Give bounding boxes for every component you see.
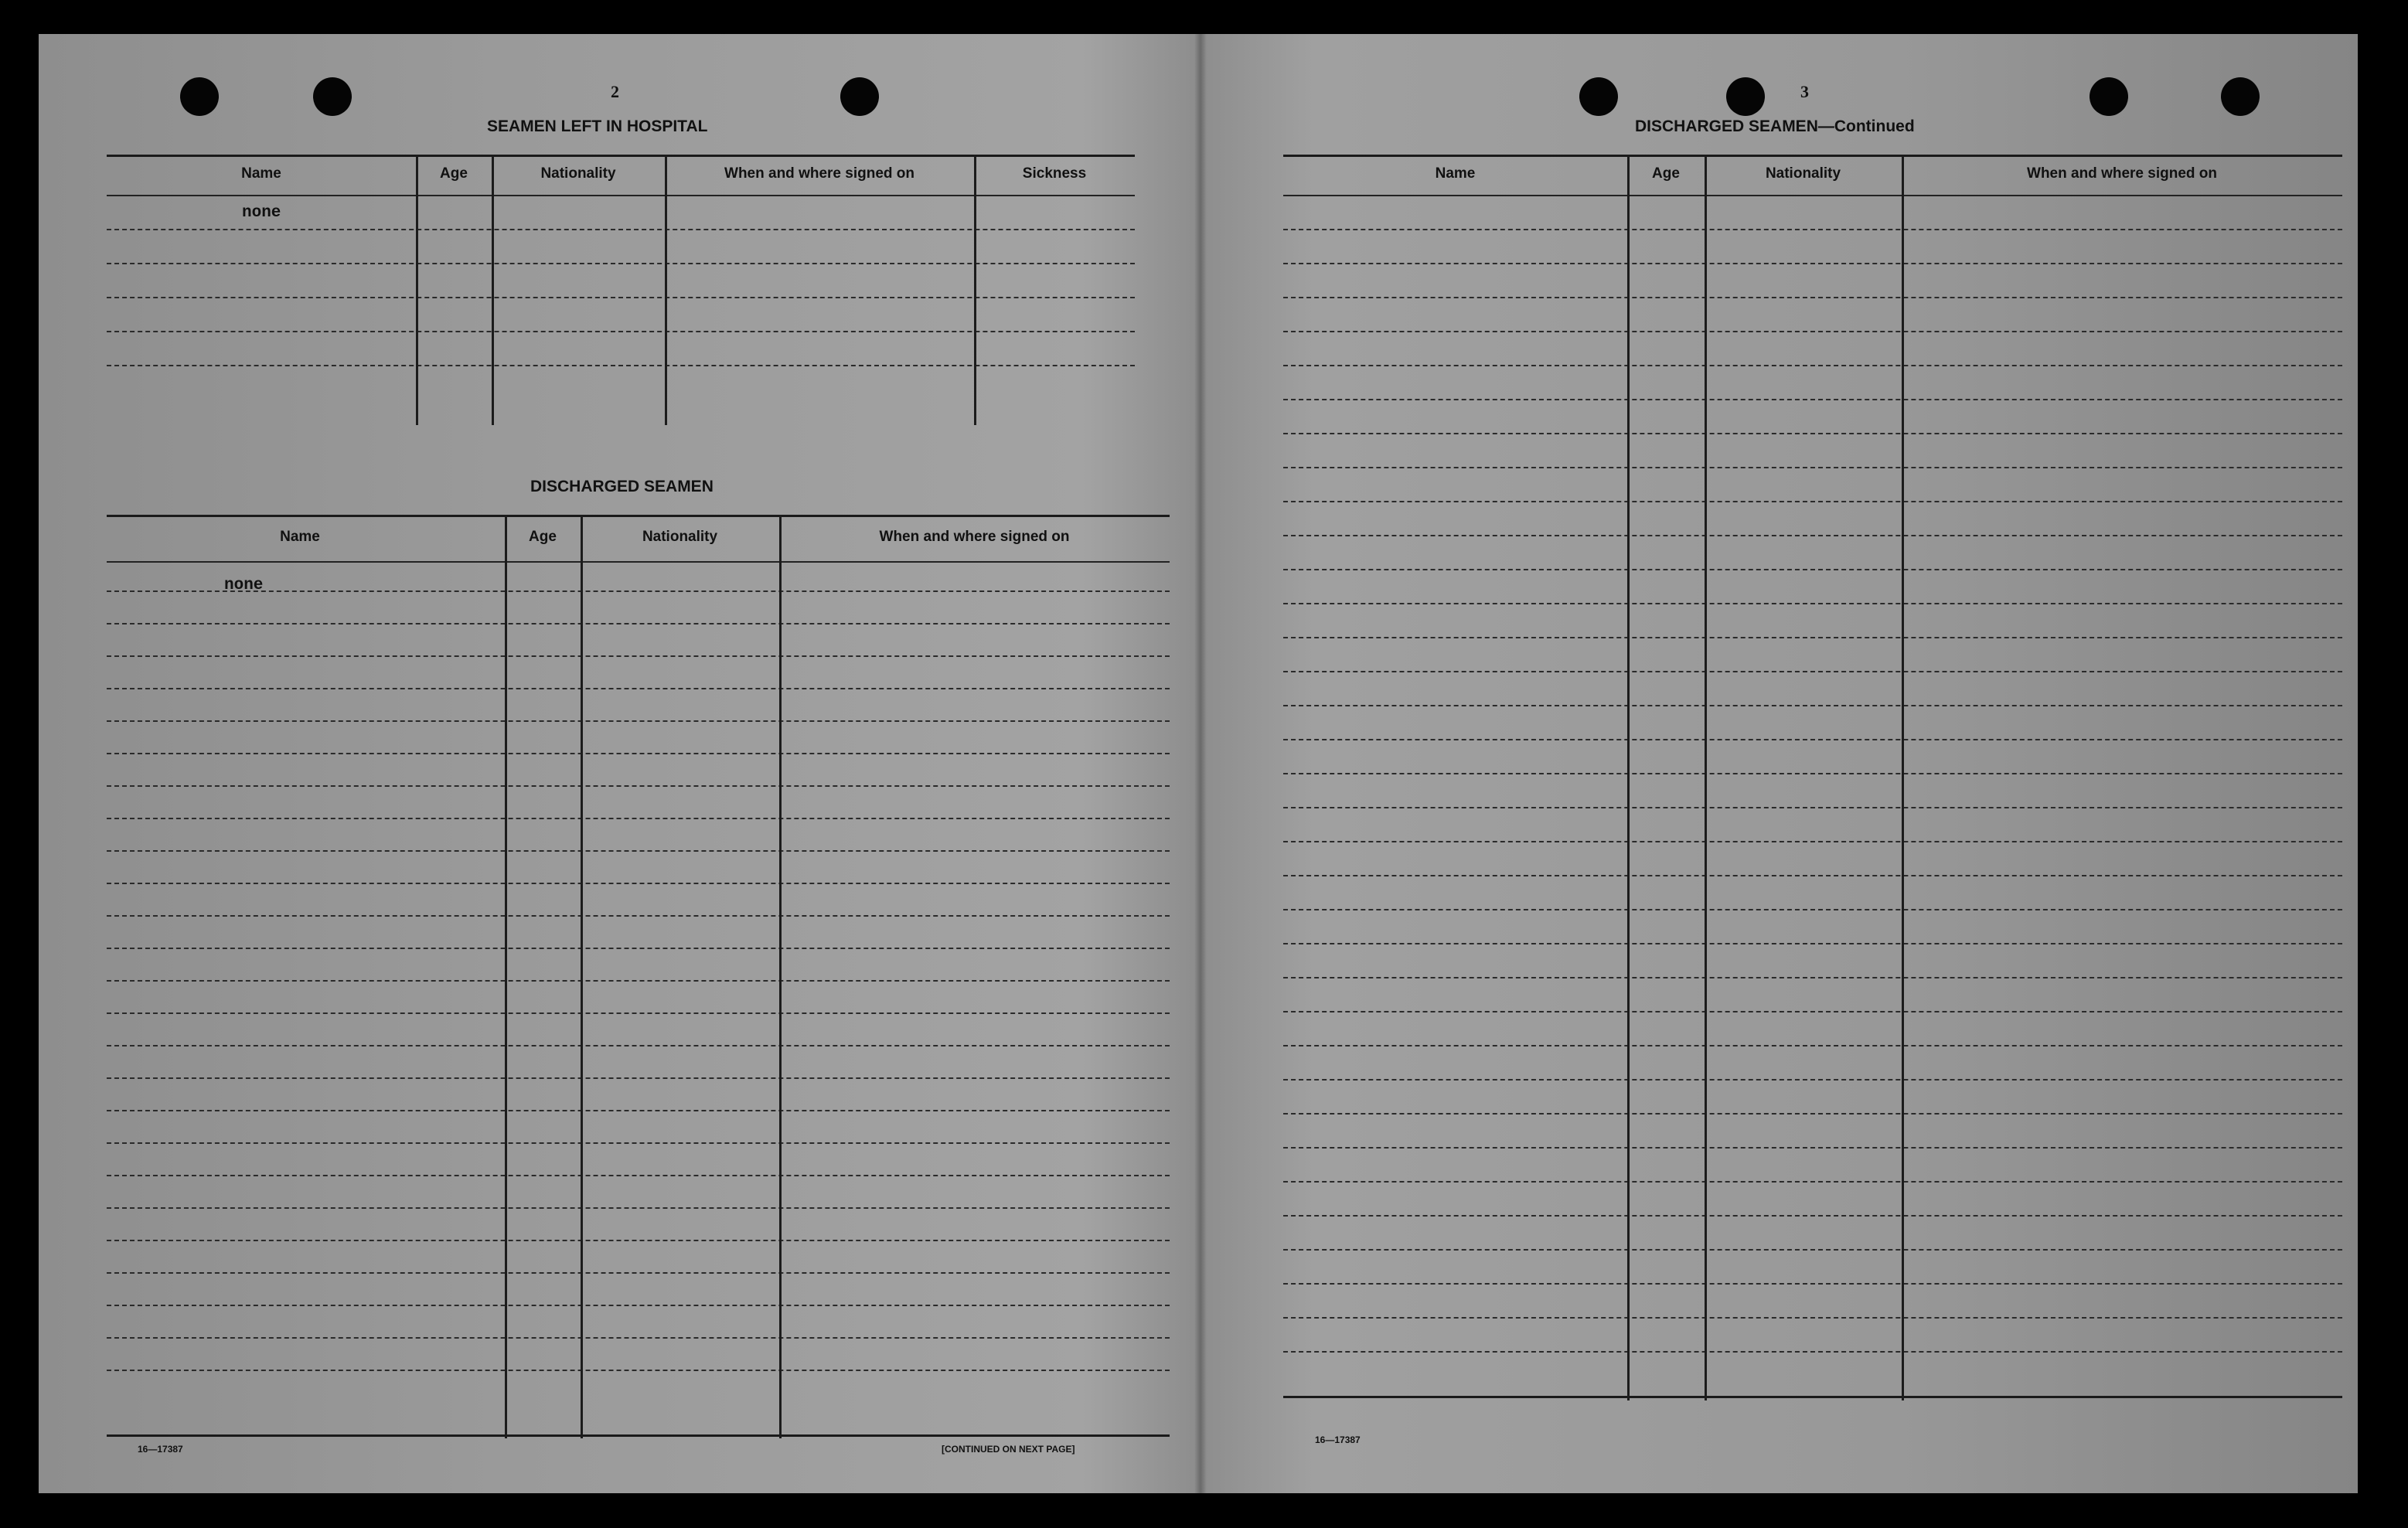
column-header: When and where signed on xyxy=(879,529,1070,545)
column-header: Age xyxy=(1652,165,1680,182)
page-number: 2 xyxy=(611,82,619,101)
discharged-entry-value: none xyxy=(224,577,264,594)
column-header: Age xyxy=(440,165,468,182)
column-header: Nationality xyxy=(642,529,718,545)
column-header: When and where signed on xyxy=(724,165,914,182)
hospital-entry-value: none xyxy=(242,204,281,222)
form-number: 16—17387 xyxy=(1315,1434,1361,1445)
document-sheet xyxy=(39,34,2358,1493)
left-page xyxy=(39,34,1194,1493)
page-number: 3 xyxy=(1800,82,1809,101)
center-fold xyxy=(1194,34,1207,1493)
discharged-continued-table xyxy=(1283,155,2342,1400)
column-header: Name xyxy=(280,529,320,545)
discharged-table xyxy=(107,515,1170,1438)
hospital-section-title: SEAMEN LEFT IN HOSPITAL xyxy=(487,117,708,135)
form-number: 16—17387 xyxy=(138,1444,183,1455)
column-header: Nationality xyxy=(1765,165,1841,182)
discharged-section-title: DISCHARGED SEAMEN xyxy=(530,478,714,495)
column-header: Name xyxy=(241,165,281,182)
discharged-continued-title: DISCHARGED SEAMEN—Continued xyxy=(1635,117,1915,135)
continued-note: [CONTINUED ON NEXT PAGE] xyxy=(942,1444,1075,1455)
column-header: Name xyxy=(1435,165,1476,182)
column-header: Nationality xyxy=(540,165,616,182)
column-header: When and where signed on xyxy=(2027,165,2217,182)
column-header: Age xyxy=(529,529,557,545)
right-page xyxy=(1207,34,2358,1493)
hospital-table xyxy=(107,155,1135,425)
column-header: Sickness xyxy=(1022,165,1087,182)
